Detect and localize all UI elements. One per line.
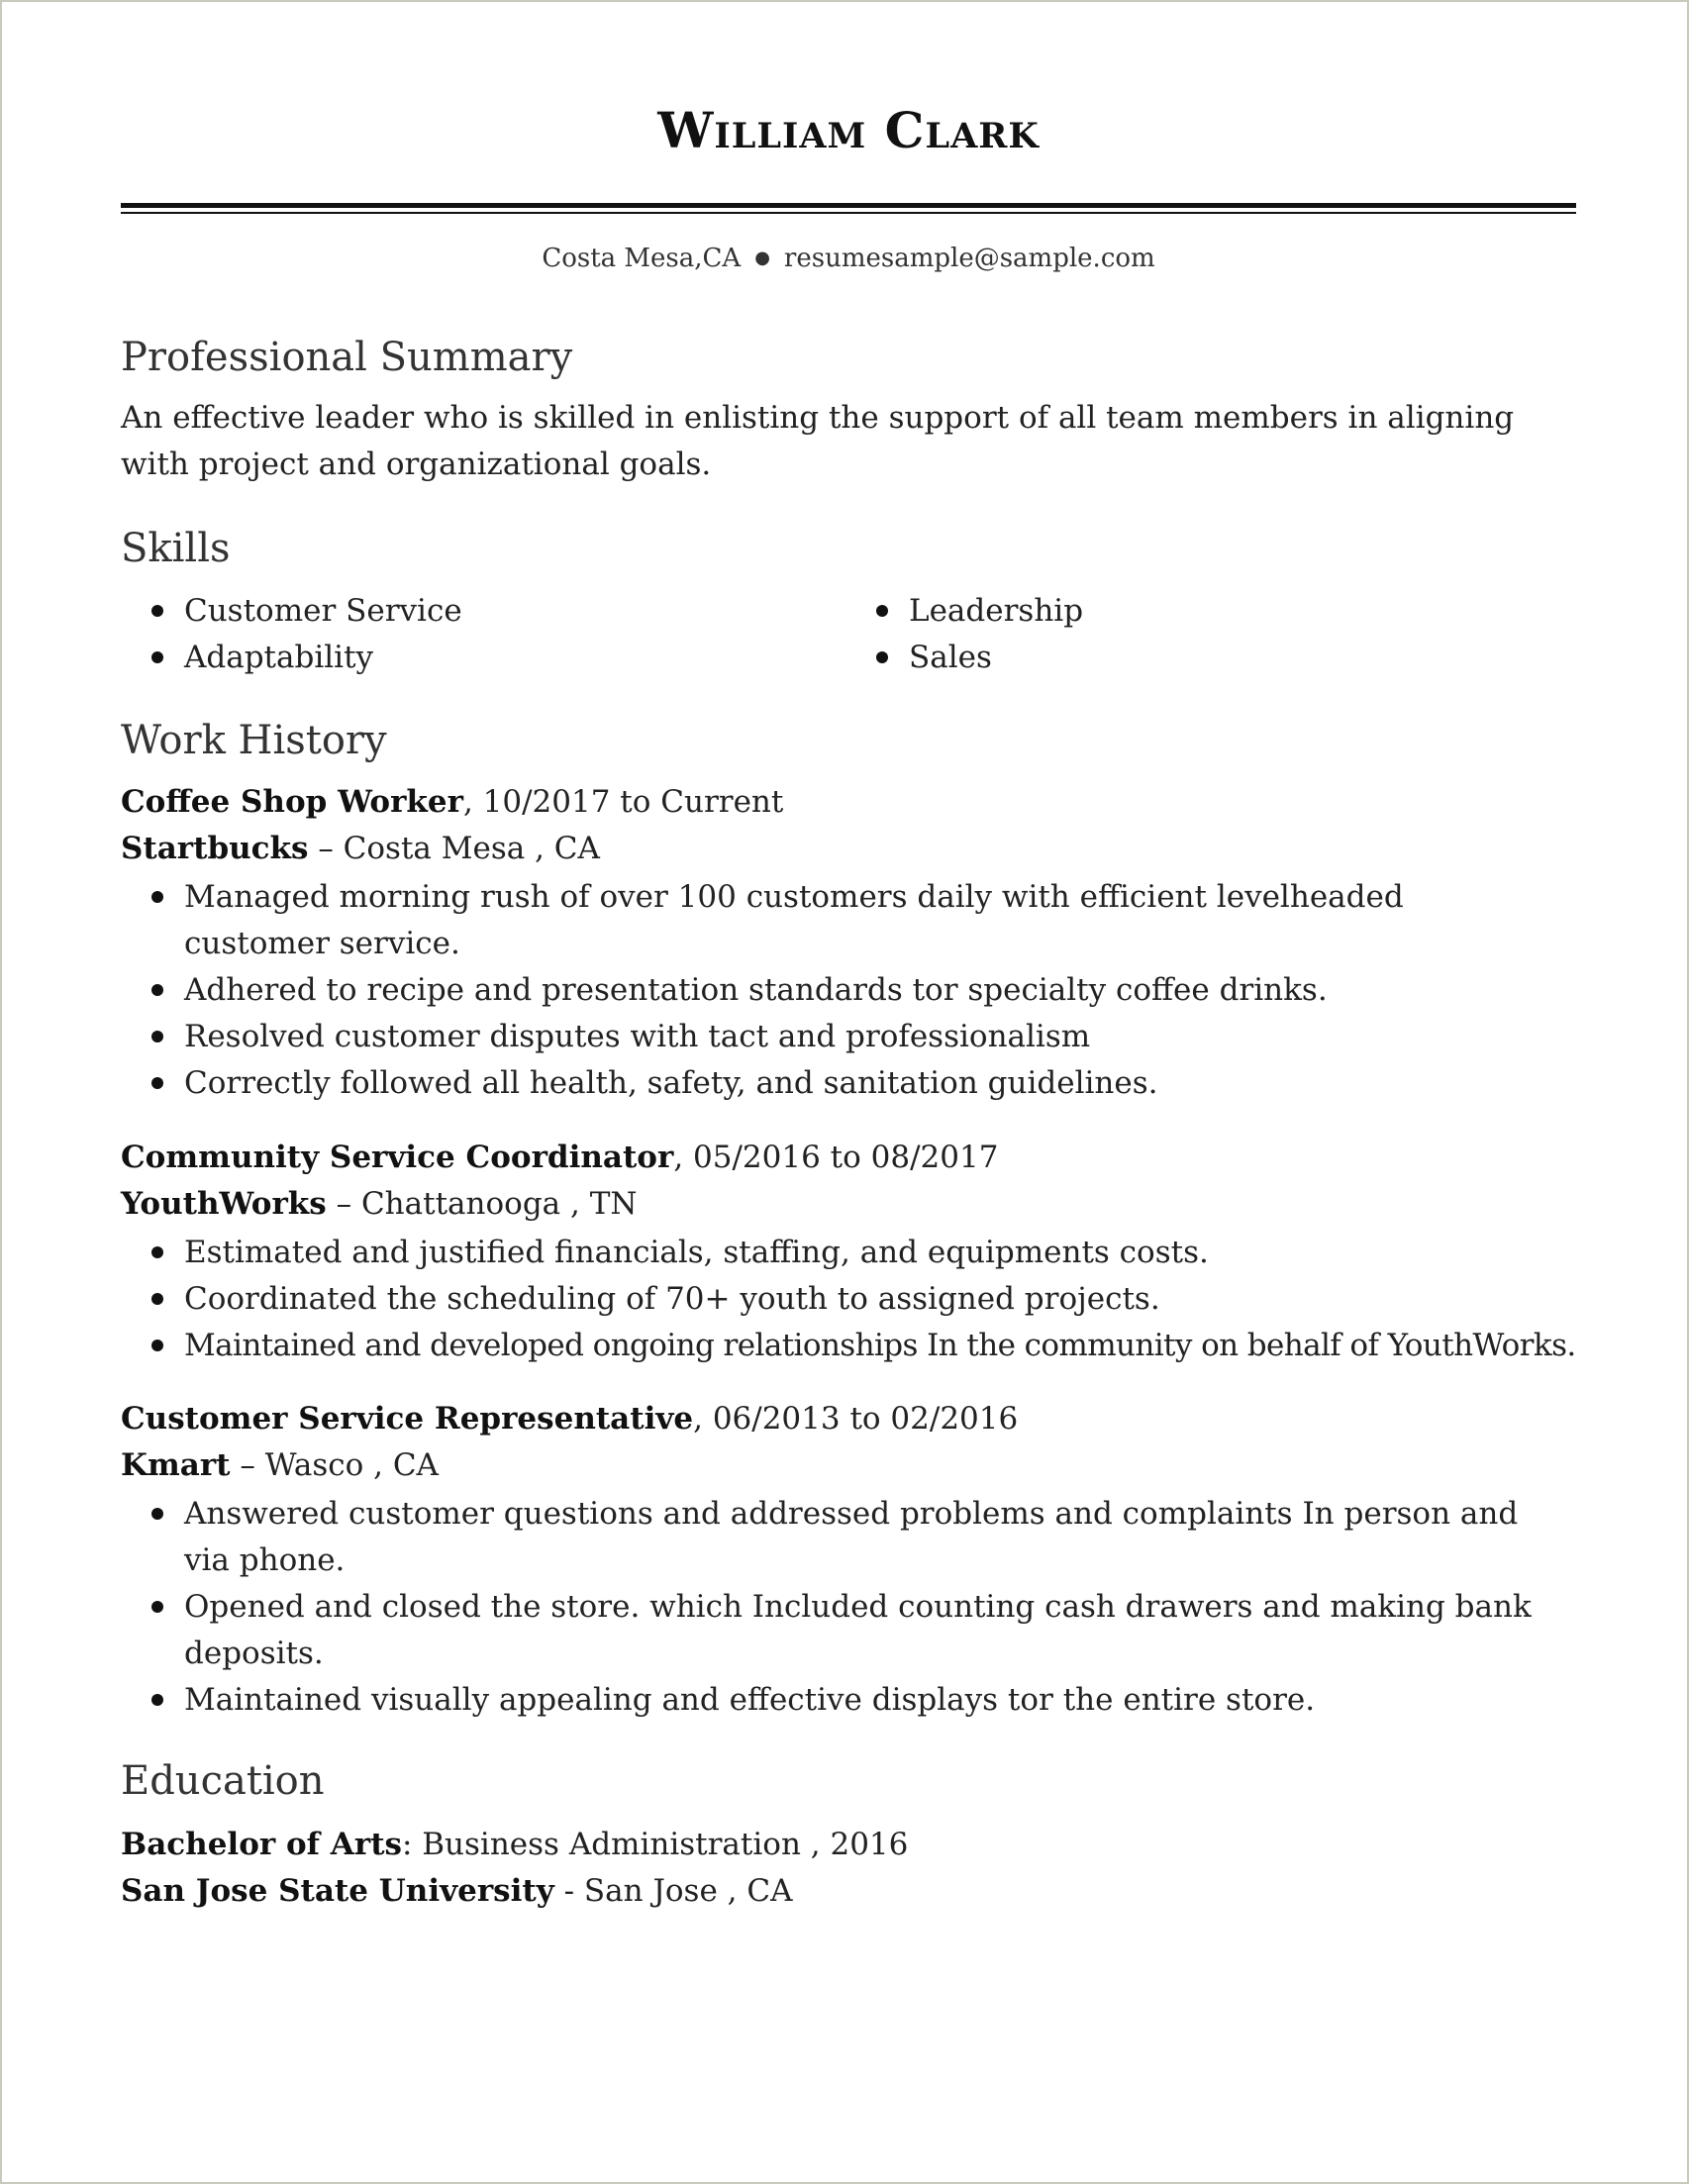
skill-item: Adaptability [149,635,842,681]
work-heading: Work History [121,718,387,763]
job-title-line [121,1401,1018,1437]
job-company-line [121,831,600,866]
skills-heading: Skills [121,526,231,571]
job-dates: , 10/2017 to Current [462,784,784,820]
skills-list-right [873,588,1566,681]
summary-heading: Professional Summary [121,335,573,380]
degree-name: Bachelor of Arts [121,1827,402,1862]
candidate-name: William Clark [657,101,1040,159]
job-company-line [121,1186,638,1222]
job-role: Customer Service Representative [121,1401,694,1437]
job-bullet: Maintained visually appealing and effective displays tor the entire store. [149,1677,1535,1724]
job-location: – Chattanooga , TN [326,1186,638,1222]
job-company: YouthWorks [121,1186,327,1222]
education-heading: Education [121,1758,325,1804]
contact-email: resumesample@sample.com [783,244,1155,273]
job-title-line [121,784,783,820]
job-bullet: Coordinated the scheduling of 70+ youth to assigned projects. [149,1276,1574,1323]
school-location: - San Jose , CA [553,1873,793,1909]
header-rule-thick [121,203,1576,208]
job-bullet: Correctly followed all health, safety, and sanitation guidelines. [149,1060,1535,1107]
job-bullet: Maintained and developed ongoing relationships In the community on behalf of YouthWorks. [149,1323,1574,1369]
skill-item: Sales [873,635,1566,681]
summary-text: An effective leader who is skilled in enlisting the support of all team members in aligning with project and organizational goals. [121,400,1515,482]
header-rule-thin [121,212,1576,214]
job-bullets [149,1230,1574,1369]
contact-line [121,244,1576,273]
job-dates: , 05/2016 to 08/2017 [673,1140,999,1175]
school-name: San Jose State University [121,1873,554,1909]
job-bullet: Opened and closed the store. which Included counting cash drawers and making bank deposits. [149,1584,1535,1677]
contact-location: Costa Mesa,CA [542,244,742,273]
job-location: – Costa Mesa , CA [308,831,600,866]
job-company: Kmart [121,1447,231,1483]
job-role: Community Service Coordinator [121,1140,674,1175]
degree-line [121,1827,908,1862]
bullet-separator-icon: ● [754,248,770,268]
job-bullets [149,874,1535,1107]
job-title-line [121,1140,998,1175]
job-bullet: Estimated and justified financials, staffing, and equipments costs. [149,1230,1574,1276]
job-company-line [121,1447,439,1483]
skills-list-left [149,588,842,681]
job-dates: , 06/2013 to 02/2016 [693,1401,1019,1437]
school-line [121,1873,792,1909]
skill-item: Customer Service [149,588,842,635]
job-bullets [149,1491,1535,1724]
degree-field: : Business Administration , 2016 [401,1827,909,1862]
job-bullet: Resolved customer disputes with tact and professionalism [149,1014,1535,1060]
job-role: Coffee Shop Worker [121,784,463,820]
job-bullet: Answered customer questions and addressed problems and complaints In person and via phone. [149,1491,1535,1584]
job-bullet: Managed morning rush of over 100 customers daily with efficient levelheaded customer service. [149,874,1535,967]
job-bullet: Adhered to recipe and presentation standards tor specialty coffee drinks. [149,967,1535,1014]
job-location: – Wasco , CA [230,1447,439,1483]
job-company: Startbucks [121,831,309,866]
skill-item: Leadership [873,588,1566,635]
